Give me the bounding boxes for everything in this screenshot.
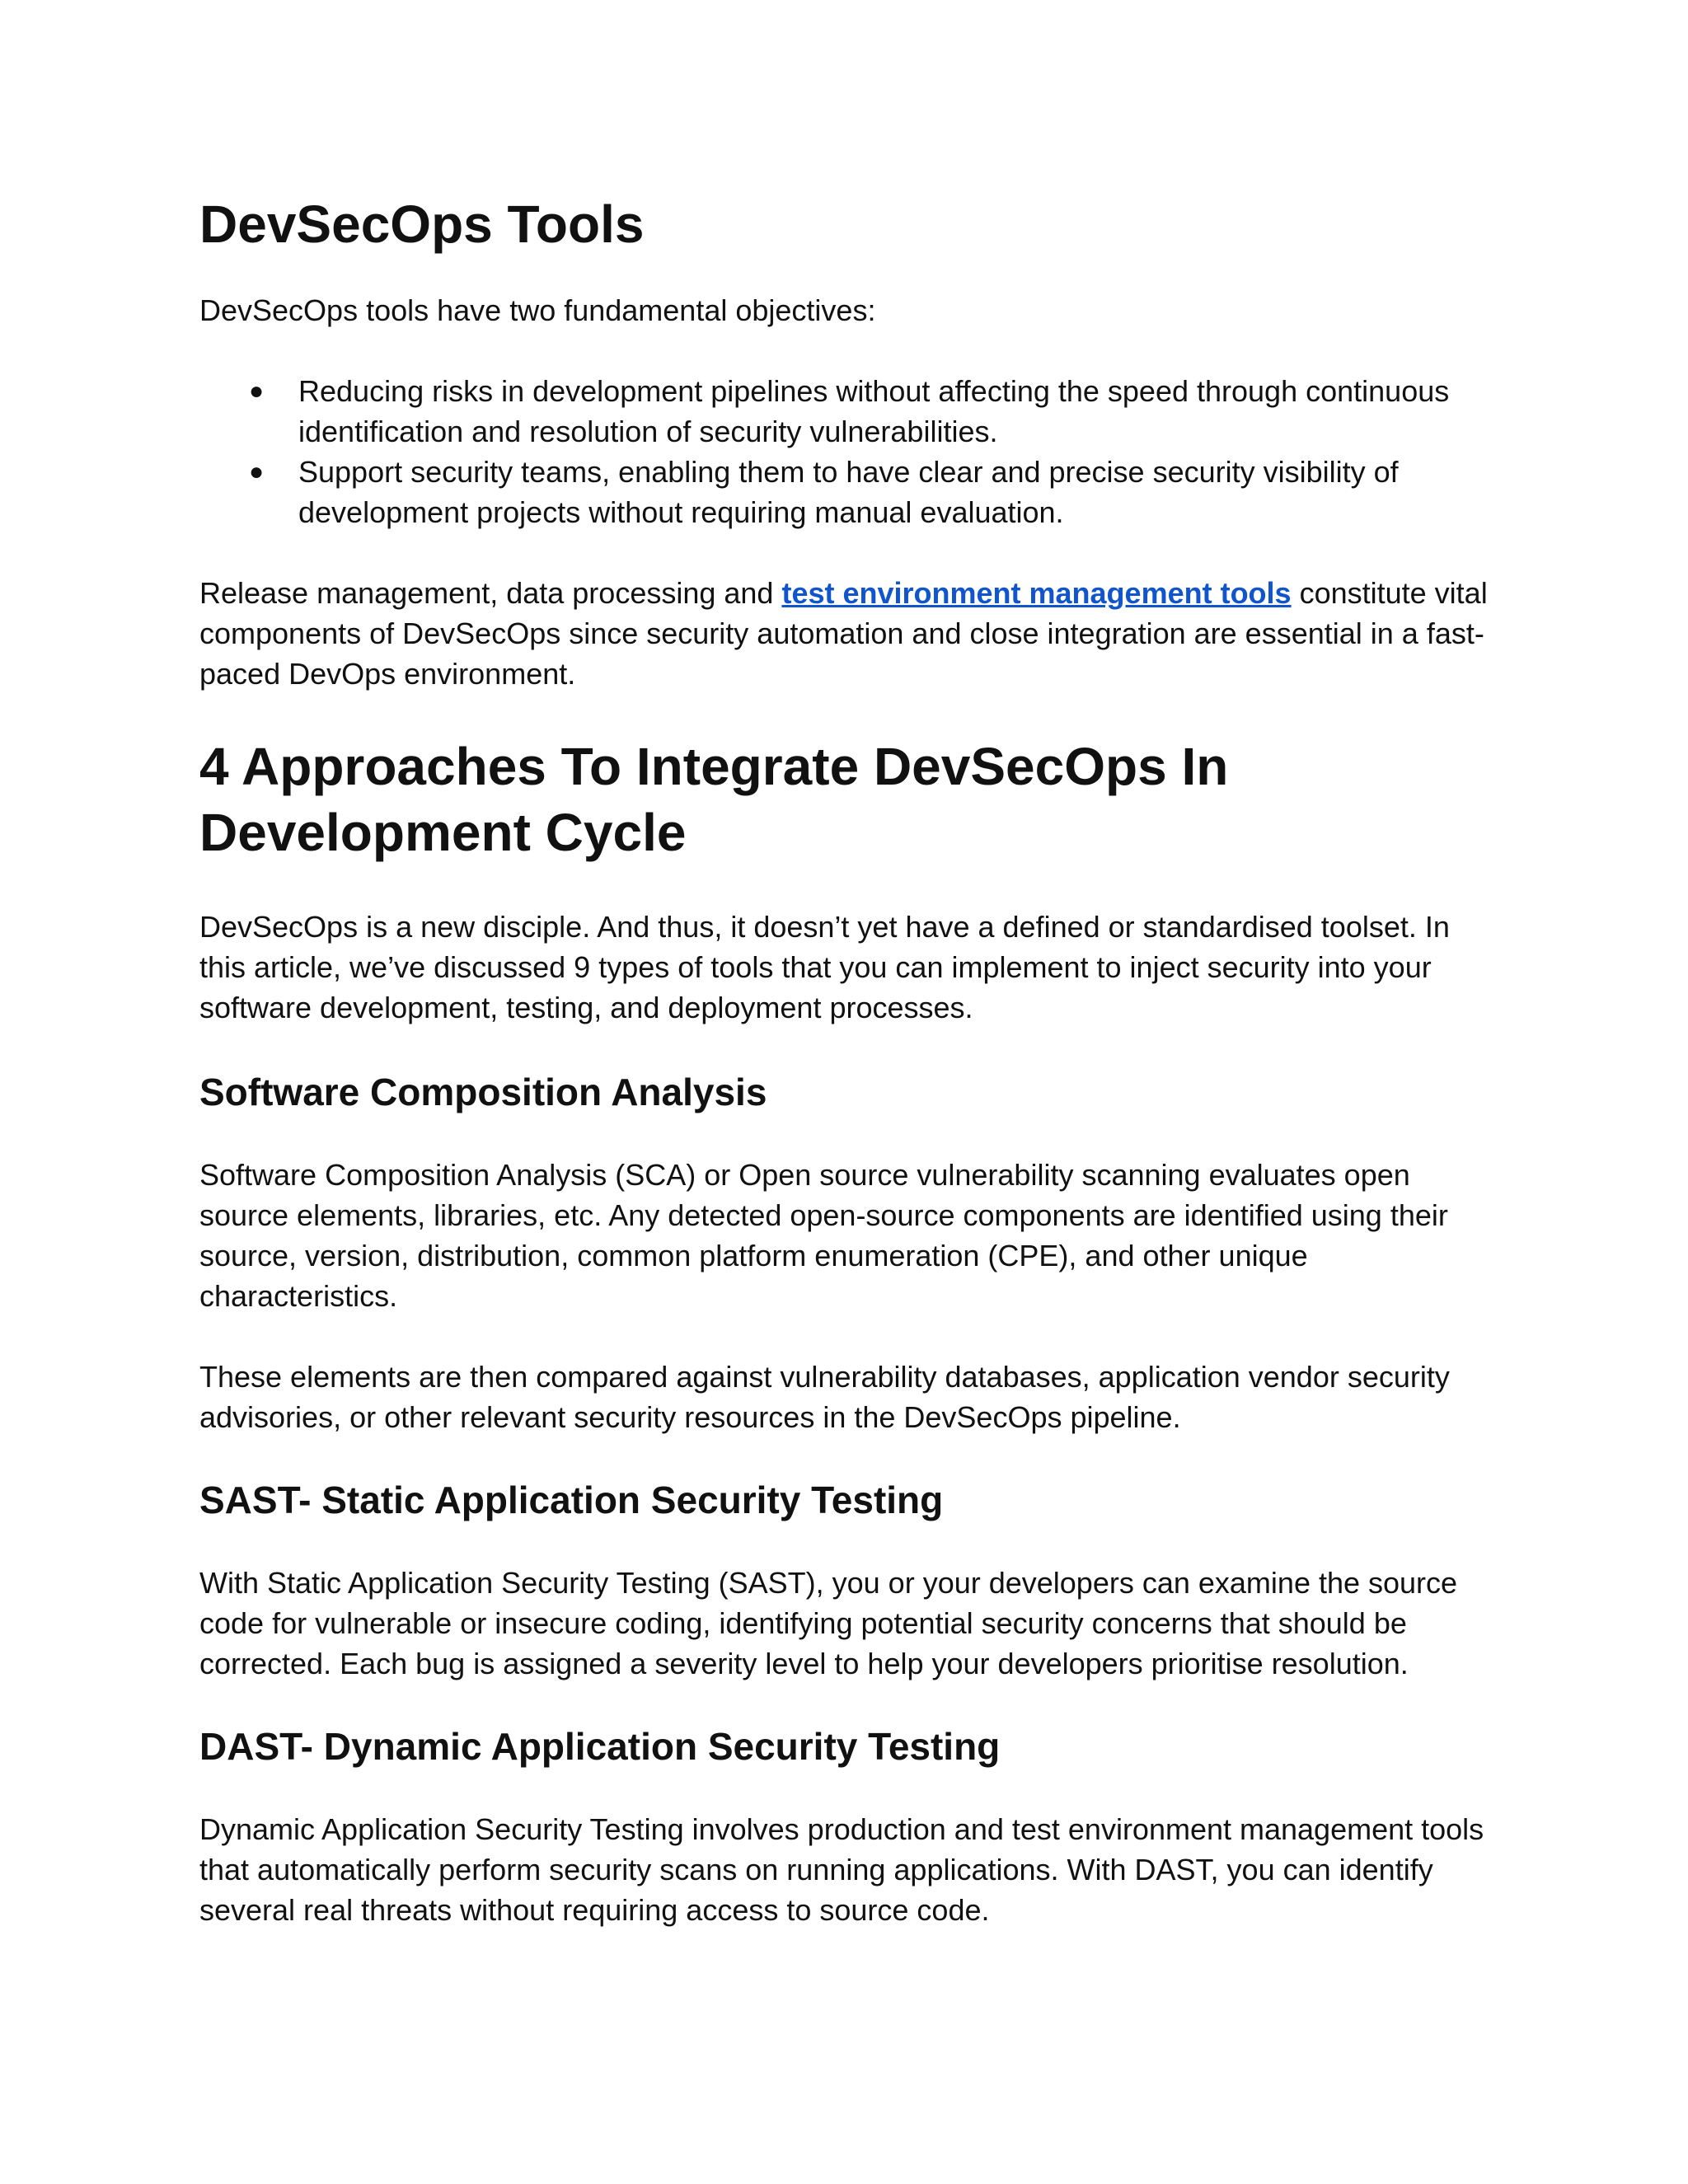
objectives-list: [199, 371, 1502, 532]
intro-paragraph: DevSecOps tools have two fundamental objectives:: [199, 293, 876, 327]
bullet-icon: ●: [249, 458, 265, 485]
list-item: [199, 371, 1502, 452]
sca-heading: Software Composition Analysis: [199, 1071, 767, 1113]
list-item-text: Support security teams, enabling them to have clear and precise security visibility of development projects without requiring manual evaluation.: [298, 455, 1399, 529]
sca-paragraph-1: Software Composition Analysis (SCA) or Open source vulnerability scanning evaluates open source elements, libraries, etc. Any detected open-source components are identified using their source, version, distribution, common platform enumeration (CPE), and other unique characteristics.: [199, 1158, 1448, 1313]
sca-paragraph-2: These elements are then compared against vulnerability databases, application vendor security advisories, or other relevant security resources in the DevSecOps pipeline.: [199, 1360, 1450, 1434]
release-text-after: constitute vital components of DevSecOps since security automation and close integration are essential in a fast-paced DevOps environment.: [199, 576, 1488, 691]
list-item: [199, 452, 1502, 532]
test-environment-management-tools-link[interactable]: test environment management tools: [781, 576, 1292, 610]
dast-heading: DAST- Dynamic Application Security Testing: [199, 1725, 1001, 1768]
page-title: DevSecOps Tools: [199, 194, 645, 254]
release-text-before: Release management, data processing and: [199, 576, 782, 610]
document-page: [199, 191, 1502, 1930]
disciple-paragraph: DevSecOps is a new disciple. And thus, it doesn’t yet have a defined or standardised toolset. In this article, we’ve discussed 9 types of tools that you can implement to inject security into your software development, testing, and deployment processes.: [199, 910, 1450, 1024]
bullet-icon: ●: [249, 377, 265, 405]
list-item-text: Reducing risks in development pipelines without affecting the speed through continuous identification and resolution of security vulnerabilities.: [298, 374, 1450, 448]
sast-heading: SAST- Static Application Security Testing: [199, 1479, 944, 1521]
release-paragraph: [199, 573, 1502, 694]
dast-paragraph: Dynamic Application Security Testing involves production and test environment management tools that automatically perform security scans on running applications. With DAST, you can identify several real threats without requiring access to source code.: [199, 1812, 1484, 1927]
sast-paragraph: With Static Application Security Testing (SAST), you or your developers can examine the source code for vulnerable or insecure coding, identifying potential security concerns that should be corrected. Each bug is assigned a severity level to help your developers prioritise resolution.: [199, 1566, 1458, 1680]
section-title: 4 Approaches To Integrate DevSecOps In Development Cycle: [199, 737, 1229, 862]
